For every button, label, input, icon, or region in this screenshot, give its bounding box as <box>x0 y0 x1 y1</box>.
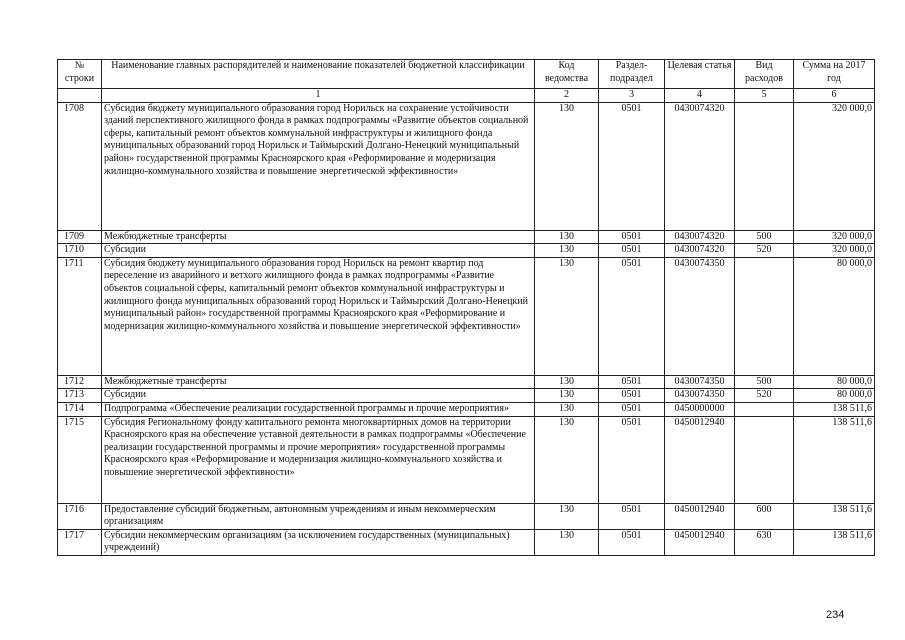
row-section: 0501 <box>599 257 665 375</box>
row-target-item: 0430074350 <box>665 375 735 389</box>
column-number: 2 <box>535 89 599 103</box>
row-expense-type: 630 <box>735 529 794 555</box>
row-section: 0501 <box>599 375 665 389</box>
row-name: Субсидия бюджету муниципального образования город Норильск на ремонт квартир под переселение из аварийного и ветхого жилищного фонда в рамках подпрограммы «Развитие объектов социальной сферы, капитальный ремонт объектов коммунальной инфраструктуры и жилищного фонда муниципальных образований город Норильск и Таймырский Долгано-Ненецкий муниципальный район» государственной программы Красноярского края «Реформирование и модернизация жилищно-коммунального хозяйства и повышение энергетической эффективности» <box>102 257 535 375</box>
table-body <box>58 102 875 555</box>
row-name: Подпрограмма «Обеспечение реализации государственной программы и прочие мероприятия» <box>102 402 535 416</box>
row-sum: 320 000,0 <box>794 102 875 230</box>
row-number: 1712 <box>58 375 102 389</box>
row-number: 1710 <box>58 244 102 258</box>
column-number: 5 <box>735 89 794 103</box>
table-row <box>58 257 875 375</box>
row-department-code: 130 <box>535 230 599 244</box>
row-expense-type: 500 <box>735 375 794 389</box>
column-number: 3 <box>599 89 665 103</box>
column-number: 1 <box>102 89 535 103</box>
row-expense-type: 520 <box>735 244 794 258</box>
row-sum: 80 000,0 <box>794 257 875 375</box>
row-sum: 80 000,0 <box>794 389 875 403</box>
row-number: 1715 <box>58 416 102 503</box>
row-expense-type <box>735 416 794 503</box>
row-target-item: 0430074350 <box>665 389 735 403</box>
row-department-code: 130 <box>535 102 599 230</box>
table-row <box>58 389 875 403</box>
budget-table <box>57 59 875 556</box>
row-department-code: 130 <box>535 375 599 389</box>
row-sum: 80 000,0 <box>794 375 875 389</box>
table-row <box>58 503 875 529</box>
header-section: Раздел-подраздел <box>599 60 665 89</box>
row-expense-type: 500 <box>735 230 794 244</box>
row-target-item: 0450000000 <box>665 402 735 416</box>
row-target-item: 0450012940 <box>665 416 735 503</box>
row-expense-type: 600 <box>735 503 794 529</box>
row-sum: 320 000,0 <box>794 244 875 258</box>
row-number: 1717 <box>58 529 102 555</box>
header-target-item: Целевая статья <box>665 60 735 89</box>
row-number: 1708 <box>58 102 102 230</box>
row-department-code: 130 <box>535 257 599 375</box>
row-sum: 320 000,0 <box>794 230 875 244</box>
header-row-number: № строки <box>58 60 102 89</box>
row-department-code: 130 <box>535 503 599 529</box>
row-number: 1714 <box>58 402 102 416</box>
row-target-item: 0430074320 <box>665 244 735 258</box>
row-target-item: 0450012940 <box>665 503 735 529</box>
row-section: 0501 <box>599 503 665 529</box>
header-name: Наименование главных распорядителей и наименование показателей бюджетной классификации <box>102 60 535 89</box>
row-number: 1709 <box>58 230 102 244</box>
header-expense-type: Вид расходов <box>735 60 794 89</box>
header-sum: Сумма на 2017 год <box>794 60 875 89</box>
column-number: 6 <box>794 89 875 103</box>
row-department-code: 130 <box>535 529 599 555</box>
row-expense-type <box>735 102 794 230</box>
row-department-code: 130 <box>535 416 599 503</box>
row-target-item: 0430074320 <box>665 102 735 230</box>
row-section: 0501 <box>599 402 665 416</box>
table-header <box>58 60 875 103</box>
row-section: 0501 <box>599 244 665 258</box>
table-row <box>58 230 875 244</box>
column-number: 4 <box>665 89 735 103</box>
row-target-item: 0430074350 <box>665 257 735 375</box>
row-sum: 138 511,6 <box>794 416 875 503</box>
row-sum: 138 511,6 <box>794 402 875 416</box>
row-target-item: 0450012940 <box>665 529 735 555</box>
row-name: Субсидии <box>102 389 535 403</box>
row-name: Предоставление субсидий бюджетным, автономным учреждениям и иным некоммерческим организациям <box>102 503 535 529</box>
row-department-code: 130 <box>535 402 599 416</box>
row-name: Субсидия Региональному фонду капитального ремонта многоквартирных домов на территории Красноярского края на обеспечение уставной деятельности в рамках подпрограммы «Обеспечение реализации государственной программы и прочие мероприятия» государственной программы Красноярского края «Реформирование и модернизация жилищно-коммунального хозяйства и повышение энергетической эффективности» <box>102 416 535 503</box>
row-number: 1716 <box>58 503 102 529</box>
row-section: 0501 <box>599 230 665 244</box>
table-row <box>58 244 875 258</box>
row-expense-type <box>735 402 794 416</box>
row-expense-type: 520 <box>735 389 794 403</box>
row-name: Субсидия бюджету муниципального образования город Норильск на сохранение устойчивости зданий перспективного жилищного фонда в рамках подпрограммы «Развитие объектов социальной сферы, капитальный ремонт объектов коммунальной инфраструктуры и жилищного фонда муниципальных образований город Норильск и Таймырский Долгано-Ненецкий муниципальный район» государственной программы Красноярского края «Реформирование и модернизация жилищно-коммунального хозяйства и повышение энергетической эффективности» <box>102 102 535 230</box>
row-number: 1713 <box>58 389 102 403</box>
row-name: Субсидии некоммерческим организациям (за исключением государственных (муниципальных) учреждений) <box>102 529 535 555</box>
row-department-code: 130 <box>535 389 599 403</box>
row-sum: 138 511,6 <box>794 529 875 555</box>
table-row <box>58 402 875 416</box>
row-section: 0501 <box>599 529 665 555</box>
header-department-code: Код ведомства <box>535 60 599 89</box>
row-expense-type <box>735 257 794 375</box>
row-section: 0501 <box>599 102 665 230</box>
row-name: Межбюджетные трансферты <box>102 230 535 244</box>
table-row <box>58 416 875 503</box>
table-row <box>58 529 875 555</box>
row-name: Межбюджетные трансферты <box>102 375 535 389</box>
row-sum: 138 511,6 <box>794 503 875 529</box>
row-section: 0501 <box>599 389 665 403</box>
page-number: 234 <box>826 609 845 621</box>
row-department-code: 130 <box>535 244 599 258</box>
row-section: 0501 <box>599 416 665 503</box>
row-target-item: 0430074320 <box>665 230 735 244</box>
table-row <box>58 375 875 389</box>
row-number: 1711 <box>58 257 102 375</box>
table-row <box>58 102 875 230</box>
row-name: Субсидии <box>102 244 535 258</box>
column-numbers-row <box>58 89 875 103</box>
